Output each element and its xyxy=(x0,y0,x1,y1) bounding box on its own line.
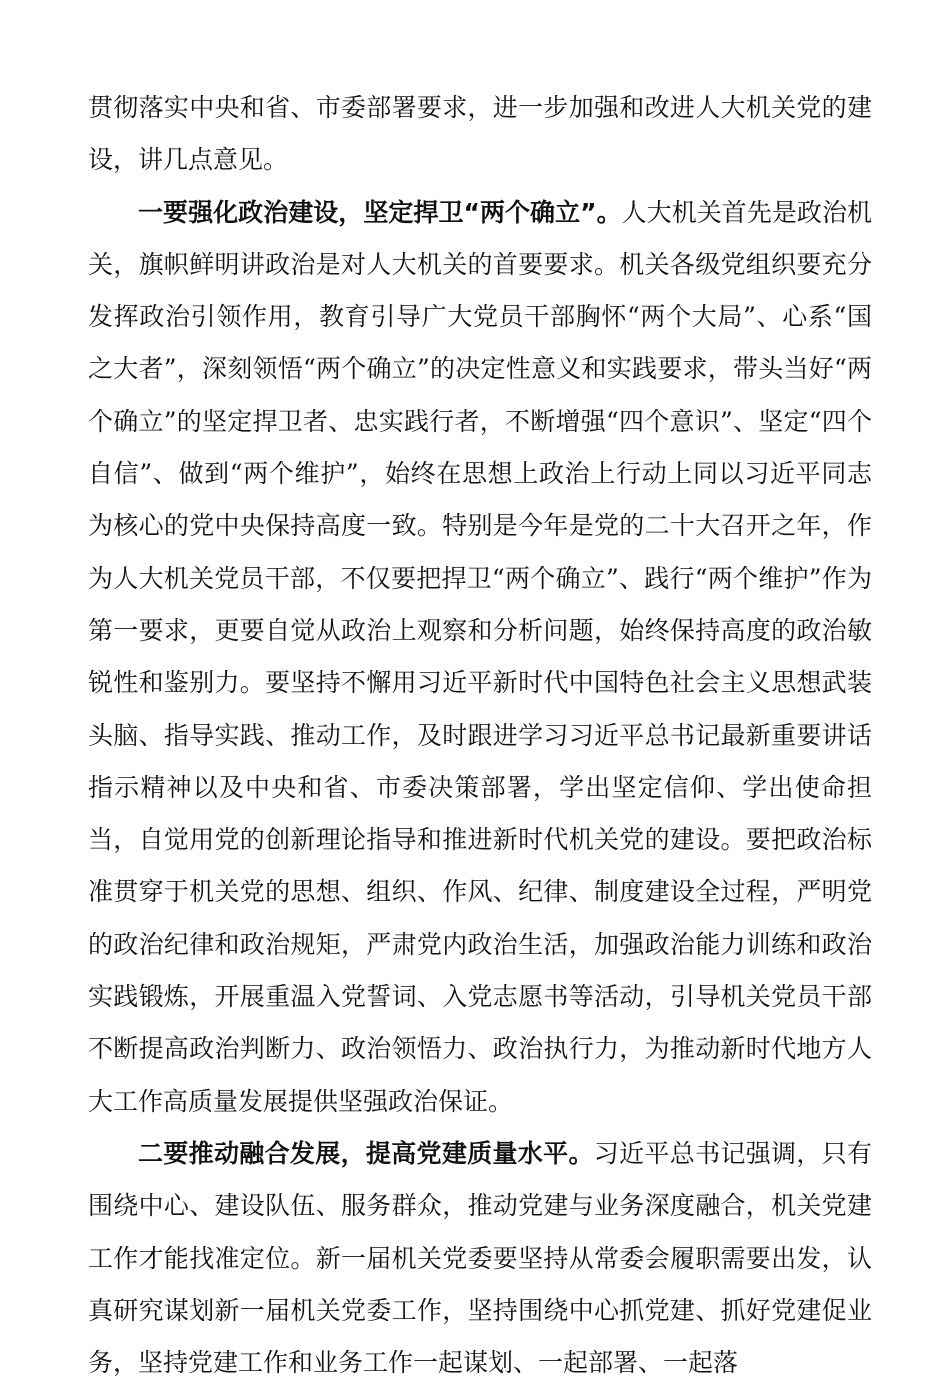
paragraph-heading: 一要强化政治建设，坚定捍卫“两个确立”。 xyxy=(138,197,622,227)
paragraph-text: 人大机关首先是政治机关，旗帜鲜明讲政治是对人大机关的首要要求。机关各级党组织要充分发挥政治引领作用，教育引导广大党员干部胸怀“两个大局”、心系“国之大者”，深刻领悟“两个确立”的决定性意义和实践要求，带头当好“两个确立”的坚定捍卫者、忠实践行者，不断增强“四个意识”、坚定“四个自信”、做到“两个维护”，始终在思想上政治上行动上同以习近平同志为核心的党中央保持高度一致。特别是今年是党的二十大召开之年，作为人大机关党员干部，不仅要把捍卫“两个确立”、践行“两个维护”作为第一要求，更要自觉从政治上观察和分析问题，始终保持高度的政治敏锐性和鉴别力。要坚持不懈用习近平新时代中国特色社会主义思想武装头脑、指导实践、推动工作，及时跟进学习习近平总书记最新重要讲话指示精神以及中央和省、市委决策部署，学出坚定信仰、学出使命担当，自觉用党的创新理论指导和推进新时代机关党的建设。要把政治标准贯穿于机关党的思想、组织、作风、纪律、制度建设全过程，严明党的政治纪律和政治规矩，严肃党内政治生活，加强政治能力训练和政治实践锻炼，开展重温入党誓词、入党志愿书等活动，引导机关党员干部不断提高政治判断力、政治领悟力、政治执行力，为推动新时代地方人大工作高质量发展提供坚强政治保证。 xyxy=(88,197,872,1116)
paragraph-text: 习近平总书记强调，只有围绕中心、建设队伍、服务群众，推动党建与业务深度融合，机关党建工作才能找准定位。新一届机关党委要坚持从常委会履职需要出发，认真研究谋划新一届机关党委工作，坚持围绕中心抓党建、抓好党建促业务，坚持党建工作和业务工作一起谋划、一起部署、一起落 xyxy=(88,1138,872,1378)
paragraph-integrated-development xyxy=(88,1128,872,1389)
paragraph-intro xyxy=(88,82,872,187)
document-page xyxy=(88,82,872,1389)
paragraph-text: 贯彻落实中央和省、市委部署要求，进一步加强和改进人大机关党的建设，讲几点意见。 xyxy=(88,93,872,175)
paragraph-political-building xyxy=(88,187,872,1128)
paragraph-heading: 二要推动融合发展，提高党建质量水平。 xyxy=(138,1138,594,1168)
